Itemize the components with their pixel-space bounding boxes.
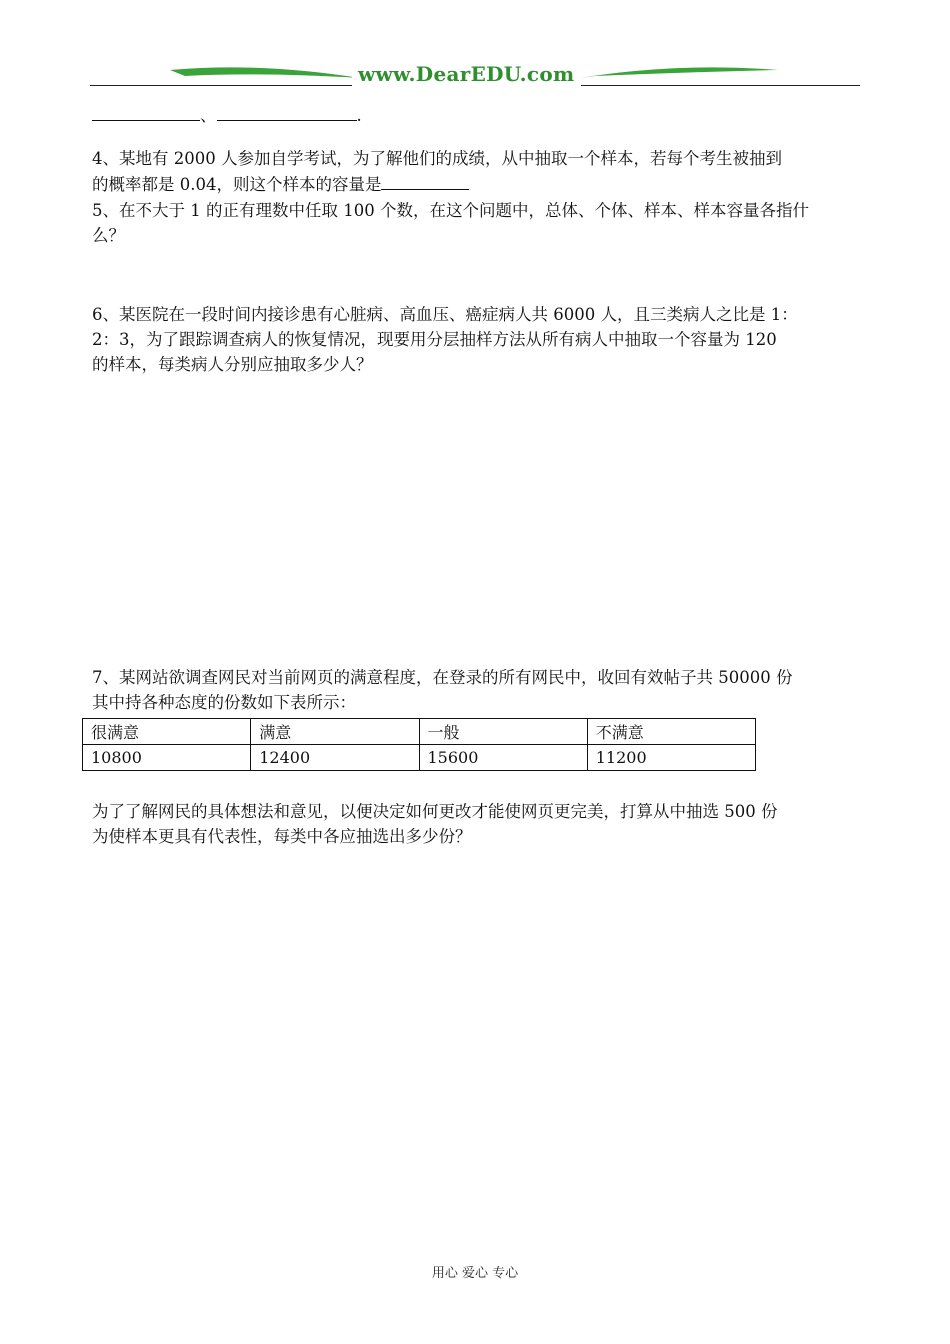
question-6-line-3: 的样本，每类病人分别应抽取多少人？ — [92, 355, 373, 374]
survey-value-cell: 11200 — [587, 745, 755, 771]
question-4-line-1: 4、某地有 2000 人参加自学考试，为了解他们的成绩，从中抽取一个样本，若每个考生被抽到 — [92, 149, 782, 168]
survey-value-cell: 10800 — [83, 745, 251, 771]
page-footer: 用心 爱心 专心 — [431, 1266, 519, 1281]
question-7-intro — [92, 665, 862, 715]
answer-blank-2 — [217, 102, 357, 121]
survey-header-cell: 不满意 — [587, 719, 755, 745]
blank-separator: 、 — [200, 106, 217, 125]
survey-value-cell: 12400 — [251, 745, 419, 771]
question-6 — [92, 302, 862, 377]
question-7-followup — [92, 799, 862, 849]
question-7-after-line-1: 为了了解网民的具体想法和意见，以便决定如何更改才能使网页更完美，打算从中抽选 500 份 — [92, 802, 778, 821]
question-5-line-2: 么？ — [92, 226, 125, 245]
question-7-after-line-2: 为使样本更具有代表性，每类中各应抽选出多少份？ — [92, 827, 472, 846]
header-brand-logo: www.DearEDU.com — [352, 62, 581, 86]
answer-blanks-line — [92, 102, 862, 128]
answer-blank-1 — [92, 102, 200, 121]
question-5-line-1: 5、在不大于 1 的正有理数中任取 100 个数，在这个问题中，总体、个体、样本、样本容量各指什 — [92, 201, 809, 220]
survey-table-value-row — [83, 745, 756, 771]
page-header — [90, 60, 860, 90]
question-4-answer-blank — [381, 171, 469, 190]
blank-end-period: . — [356, 106, 362, 125]
question-4-line-2-text: 的概率都是 0.04，则这个样本的容量是 — [92, 175, 382, 194]
question-4-line-2 — [92, 171, 862, 197]
survey-header-cell: 很满意 — [83, 719, 251, 745]
survey-table-header-row — [83, 719, 756, 745]
survey-value-cell: 15600 — [419, 745, 587, 771]
question-7-line-2: 其中持各种态度的份数如下表所示： — [92, 693, 356, 712]
question-7-line-1: 7、某网站欲调查网民对当前网页的满意程度，在登录的所有网民中，收回有效帖子共 50000 份 — [92, 668, 793, 687]
question-4 — [92, 146, 862, 197]
question-6-line-1: 6、某医院在一段时间内接诊患有心脏病、高血压、癌症病人共 6000 人，且三类病人之比是 1： — [92, 305, 798, 324]
survey-table — [82, 718, 756, 771]
survey-header-cell: 满意 — [251, 719, 419, 745]
question-5 — [92, 198, 862, 248]
question-6-line-2: 2：3，为了跟踪调查病人的恢复情况，现要用分层抽样方法从所有病人中抽取一个容量为 120 — [92, 330, 777, 349]
survey-header-cell: 一般 — [419, 719, 587, 745]
